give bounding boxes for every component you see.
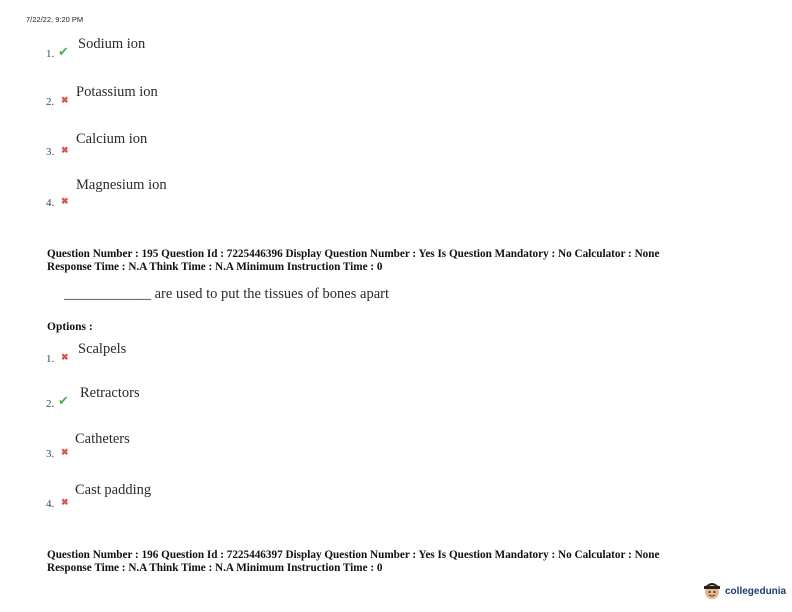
option-number: 1.: [46, 353, 55, 365]
option-number: 2.: [46, 398, 55, 410]
question-meta-line1: Question Number : 196 Question Id : 7225446397 Display Question Number : Yes Is Question Mandatory : No Calculator : None: [47, 549, 660, 561]
option-text: Sodium ion: [78, 36, 146, 52]
wrong-cross-icon: ✖: [61, 196, 69, 206]
question-meta-line2: Response Time : N.A Think Time : N.A Minimum Instruction Time : 0: [47, 562, 383, 574]
wrong-cross-icon: ✖: [61, 95, 69, 105]
question-text: ____________ are used to put the tissues of bones apart: [64, 286, 389, 302]
option-text: Potassium ion: [76, 84, 158, 100]
option-number: 2.: [46, 96, 55, 108]
question-meta-line1: Question Number : 195 Question Id : 7225446396 Display Question Number : Yes Is Question Mandatory : No Calculator : None: [47, 248, 660, 260]
option-text: Magnesium ion: [76, 177, 167, 193]
wrong-cross-icon: ✖: [61, 447, 69, 457]
option-number: 1.: [46, 48, 55, 60]
collegedunia-logo: [702, 577, 788, 605]
question-meta-line2: Response Time : N.A Think Time : N.A Minimum Instruction Time : 0: [47, 261, 383, 273]
print-timestamp: 7/22/22, 9:20 PM: [26, 15, 84, 24]
option-text: Cast padding: [75, 482, 152, 498]
correct-check-icon: ✔: [58, 393, 69, 408]
options-label: Options :: [47, 321, 93, 333]
correct-check-icon: ✔: [58, 44, 69, 59]
wrong-cross-icon: ✖: [61, 145, 69, 155]
option-text: Scalpels: [78, 341, 127, 357]
option-number: 3.: [46, 146, 55, 158]
mascot-icon: [702, 580, 722, 602]
option-number: 4.: [46, 197, 55, 209]
option-text: Catheters: [75, 431, 130, 447]
option-text: Calcium ion: [76, 131, 148, 147]
wrong-cross-icon: ✖: [61, 497, 69, 507]
question-meta: [47, 248, 659, 274]
logo-text: collegedunia: [725, 585, 787, 597]
option-number: 3.: [46, 448, 55, 460]
question-meta: [47, 549, 659, 575]
option-text: Retractors: [80, 385, 140, 401]
option-number: 4.: [46, 498, 55, 510]
wrong-cross-icon: ✖: [61, 352, 69, 362]
